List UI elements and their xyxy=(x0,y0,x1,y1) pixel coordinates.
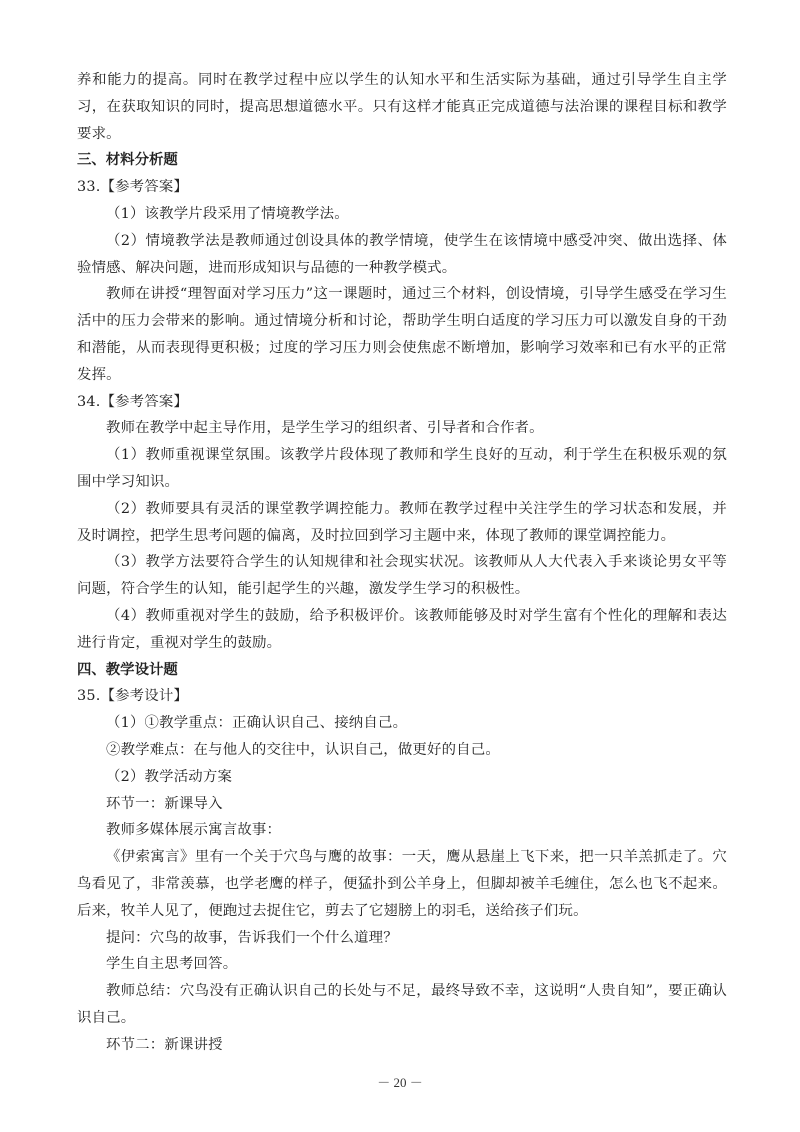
paragraph: （2）教学活动方案 xyxy=(106,768,233,785)
paragraph: （4）教师重视对学生的鼓励，给予积极评价。该教师能够及时对学生富有个性化的理解和表达进行肯定，重视对学生的鼓励。 xyxy=(77,607,727,651)
paragraph: 环节一：新课导入 xyxy=(106,795,223,812)
section-heading: 三、材料分析题 xyxy=(77,152,178,169)
paragraph: 教师在教学中起主导作用，是学生学习的组织者、引导者和合作者。 xyxy=(106,420,544,437)
paragraph: （1）①教学重点：正确认识自己、接纳自己。 xyxy=(106,715,408,732)
paragraph: 《伊索寓言》里有一个关于穴鸟与鹰的故事：一天，鹰从悬崖上飞下来，把一只羊羔抓走了。穴鸟看见了，非常羡慕，也学老鹰的样子，便猛扑到公羊身上，但脚却被羊毛缠住，怎么也飞不起来。后来，牧羊人见了，便跑过去捉住它，剪去了它翅膀上的羽毛，送给孩子们玩。 xyxy=(77,849,727,919)
paragraph: （1）教师重视课堂氛围。该教学片段体现了教师和学生良好的互动，利于学生在积极乐观的氛围中学习知识。 xyxy=(77,447,727,490)
paragraph: 33.【参考答案】 xyxy=(77,179,189,196)
paragraph: 环节二：新课讲授 xyxy=(106,1036,223,1053)
paragraph: 教师多媒体展示寓言故事： xyxy=(106,822,282,839)
paragraph: 养和能力的提高。同时在教学过程中应以学生的认知水平和生活实际为基础，通过引导学生自主学习，在获取知识的同时，提高思想道德水平。只有这样才能真正完成道德与法治课的课程目标和教学要求。 xyxy=(77,72,727,142)
paragraph: ②教学难点：在与他人的交往中，认识自己，做更好的自己。 xyxy=(106,741,500,758)
paragraph: 34.【参考答案】 xyxy=(77,393,189,410)
paragraph: （1）该教学片段采用了情境教学法。 xyxy=(106,205,349,222)
paragraph: 35.【参考设计】 xyxy=(77,688,189,705)
paragraph: 教师总结：穴鸟没有正确认识自己的长处与不足，最终导致不幸，这说明“人贵自知”，要正确认识自己。 xyxy=(77,983,727,1026)
paragraph: 提问：穴鸟的故事，告诉我们一个什么道理？ xyxy=(106,929,398,946)
section-heading: 四、教学设计题 xyxy=(77,661,178,678)
paragraph: 学生自主思考回答。 xyxy=(106,956,238,973)
paragraph: （2）教师要具有灵活的课堂教学调控能力。教师在教学过程中关注学生的学习状态和发展，并及时调控，把学生思考问题的偏离，及时拉回到学习主题中来，体现了教师的课堂调控能力。 xyxy=(77,500,727,544)
page-number: － 20 － xyxy=(377,1075,423,1090)
paragraph: 教师在讲授“理智面对学习压力”这一课题时，通过三个材料，创设情境，引导学生感受在学习生活中的压力会带来的影响。通过情境分析和讨论，帮助学生明白适度的学习压力可以激发自身的干劲和潜能，从而表现得更积极；过度的学习压力则会使焦虑不断增加，影响学习效率和已有水平的正常发挥。 xyxy=(77,286,727,383)
document-body xyxy=(77,67,727,1058)
paragraph: （2）情境教学法是教师通过创设具体的教学情境，使学生在该情境中感受冲突、做出选择、体验情感、解决问题，进而形成知识与品德的一种教学模式。 xyxy=(77,232,727,276)
paragraph: （3）教学方法要符合学生的认知规律和社会现实状况。该教师从人大代表入手来谈论男女平等问题，符合学生的认知，能引起学生的兴趣，激发学生学习的积极性。 xyxy=(77,554,727,598)
